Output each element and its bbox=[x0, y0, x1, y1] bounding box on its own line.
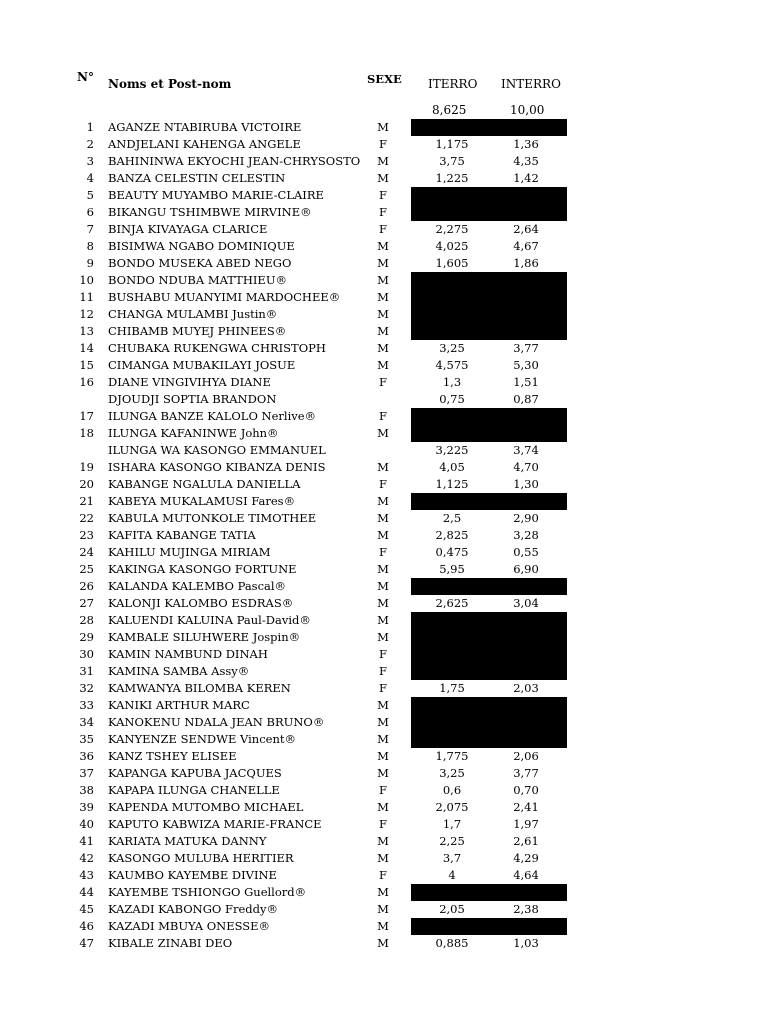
row-number: 13 bbox=[79, 324, 94, 338]
row-number: 22 bbox=[79, 511, 94, 525]
table-row bbox=[0, 459, 768, 476]
iterro-score: 0,885 bbox=[435, 936, 469, 950]
table-row bbox=[0, 748, 768, 765]
student-sexe: M bbox=[377, 613, 389, 627]
row-number: 46 bbox=[79, 919, 94, 933]
row-number: 45 bbox=[79, 902, 94, 916]
student-sexe: M bbox=[377, 885, 389, 899]
student-name: KAPAPA ILUNGA CHANELLE bbox=[108, 783, 280, 797]
interro-score: 4,29 bbox=[513, 851, 539, 865]
number-column-header: N° bbox=[77, 70, 94, 84]
row-number: 14 bbox=[79, 341, 94, 355]
student-sexe: F bbox=[379, 188, 387, 202]
row-number: 31 bbox=[79, 664, 94, 678]
student-sexe: M bbox=[377, 511, 389, 525]
student-sexe: M bbox=[377, 460, 389, 474]
row-number: 11 bbox=[79, 290, 94, 304]
interro-score: 3,74 bbox=[513, 443, 539, 457]
student-sexe: M bbox=[377, 749, 389, 763]
interro-score: 0,70 bbox=[513, 783, 539, 797]
student-sexe: M bbox=[377, 290, 389, 304]
row-number: 27 bbox=[79, 596, 94, 610]
student-name: KARIATA MATUKA DANNY bbox=[108, 834, 267, 848]
iterro-score: 0,475 bbox=[435, 545, 469, 559]
student-sexe: M bbox=[377, 732, 389, 746]
interro-score: 2,61 bbox=[513, 834, 539, 848]
row-number: 21 bbox=[79, 494, 94, 508]
student-name: KAZADI KABONGO Freddy® bbox=[108, 902, 279, 916]
student-name: KALANDA KALEMBO Pascal® bbox=[108, 579, 287, 593]
student-name: KANYENZE SENDWE Vincent® bbox=[108, 732, 296, 746]
row-number: 43 bbox=[79, 868, 94, 882]
table-row bbox=[0, 765, 768, 782]
row-number: 10 bbox=[79, 273, 94, 287]
table-row bbox=[0, 119, 768, 136]
student-sexe: M bbox=[377, 630, 389, 644]
student-sexe: F bbox=[379, 545, 387, 559]
interro-score: 2,06 bbox=[513, 749, 539, 763]
student-name: BONDO MUSEKA ABED NEGO bbox=[108, 256, 292, 270]
student-name: KAMWANYA BILOMBA KEREN bbox=[108, 681, 291, 695]
iterro-score: 1,3 bbox=[442, 375, 462, 389]
student-name: ISHARA KASONGO KIBANZA DENIS bbox=[108, 460, 326, 474]
student-sexe: M bbox=[377, 698, 389, 712]
interro-score: 2,90 bbox=[513, 511, 539, 525]
student-sexe: F bbox=[379, 647, 387, 661]
iterro-score: 2,625 bbox=[435, 596, 469, 610]
student-name: ILUNGA BANZE KALOLO Nerlive® bbox=[108, 409, 317, 423]
row-number: 33 bbox=[79, 698, 94, 712]
student-name: KAPENDA MUTOMBO MICHAEL bbox=[108, 800, 304, 814]
student-sexe: M bbox=[377, 358, 389, 372]
student-sexe: M bbox=[377, 324, 389, 338]
table-row bbox=[0, 901, 768, 918]
row-number: 38 bbox=[79, 783, 94, 797]
student-name: CHUBAKA RUKENGWA CHRISTOPH bbox=[108, 341, 326, 355]
iterro-score: 4,575 bbox=[435, 358, 469, 372]
table-row bbox=[0, 493, 768, 510]
row-number: 15 bbox=[79, 358, 94, 372]
interro-score: 1,03 bbox=[513, 936, 539, 950]
table-row bbox=[0, 527, 768, 544]
row-number: 36 bbox=[79, 749, 94, 763]
row-number: 30 bbox=[79, 647, 94, 661]
table-row bbox=[0, 323, 768, 340]
row-number: 18 bbox=[79, 426, 94, 440]
table-row bbox=[0, 663, 768, 680]
table-row bbox=[0, 918, 768, 935]
interro-score: 2,38 bbox=[513, 902, 539, 916]
student-name: KABEYA MUKALAMUSI Fares® bbox=[108, 494, 296, 508]
student-name: KAFITA KABANGE TATIA bbox=[108, 528, 256, 542]
student-sexe: M bbox=[377, 579, 389, 593]
row-number: 3 bbox=[86, 154, 94, 168]
table-row bbox=[0, 255, 768, 272]
row-number: 26 bbox=[79, 579, 94, 593]
row-number: 42 bbox=[79, 851, 94, 865]
table-row bbox=[0, 289, 768, 306]
iterro-score: 4,05 bbox=[439, 460, 465, 474]
student-sexe: F bbox=[379, 817, 387, 831]
table-row bbox=[0, 510, 768, 527]
interro-score: 1,42 bbox=[513, 171, 539, 185]
table-row bbox=[0, 170, 768, 187]
name-column-header: Noms et Post-nom bbox=[108, 77, 232, 91]
interro-score: 4,67 bbox=[513, 239, 539, 253]
student-name: BUSHABU MUANYIMI MARDOCHEE® bbox=[108, 290, 341, 304]
student-sexe: M bbox=[377, 562, 389, 576]
student-name: KAMBALE SILUHWERE Jospin® bbox=[108, 630, 301, 644]
iterro-score: 3,75 bbox=[439, 154, 465, 168]
student-sexe: F bbox=[379, 375, 387, 389]
student-sexe: M bbox=[377, 596, 389, 610]
interro-score: 2,41 bbox=[513, 800, 539, 814]
interro-score: 2,64 bbox=[513, 222, 539, 236]
student-name: BISIMWA NGABO DOMINIQUE bbox=[108, 239, 295, 253]
interro-score: 0,87 bbox=[513, 392, 539, 406]
iterro-score: 1,125 bbox=[435, 477, 469, 491]
table-row bbox=[0, 544, 768, 561]
interro-score: 0,55 bbox=[513, 545, 539, 559]
student-sexe: M bbox=[377, 120, 389, 134]
table-row bbox=[0, 272, 768, 289]
interro-score: 1,30 bbox=[513, 477, 539, 491]
row-number: 1 bbox=[86, 120, 94, 134]
table-row bbox=[0, 204, 768, 221]
table-row bbox=[0, 374, 768, 391]
student-name: DIANE VINGIVIHYA DIANE bbox=[108, 375, 271, 389]
table-row bbox=[0, 578, 768, 595]
interro-score: 3,28 bbox=[513, 528, 539, 542]
row-number: 5 bbox=[86, 188, 94, 202]
student-sexe: M bbox=[377, 936, 389, 950]
interro-score: 4,70 bbox=[513, 460, 539, 474]
student-name: BIKANGU TSHIMBWE MIRVINE® bbox=[108, 205, 312, 219]
table-row bbox=[0, 816, 768, 833]
iterro-score: 3,25 bbox=[439, 766, 465, 780]
student-sexe: M bbox=[377, 494, 389, 508]
table-row bbox=[0, 782, 768, 799]
row-number: 47 bbox=[79, 936, 94, 950]
iterro-score: 2,825 bbox=[435, 528, 469, 542]
student-sexe: M bbox=[377, 171, 389, 185]
row-number: 24 bbox=[79, 545, 94, 559]
row-number: 19 bbox=[79, 460, 94, 474]
interro-column-header: INTERRO bbox=[501, 77, 561, 91]
student-name: KAPANGA KAPUBA JACQUES bbox=[108, 766, 282, 780]
student-name: KALONJI KALOMBO ESDRAS® bbox=[108, 596, 294, 610]
row-number: 37 bbox=[79, 766, 94, 780]
student-name: KAMIN NAMBUND DINAH bbox=[108, 647, 268, 661]
table-row bbox=[0, 442, 768, 459]
student-name: KAMINA SAMBA Assy® bbox=[108, 664, 250, 678]
table-row bbox=[0, 153, 768, 170]
row-number: 29 bbox=[79, 630, 94, 644]
student-sexe: M bbox=[377, 307, 389, 321]
table-row bbox=[0, 629, 768, 646]
row-number: 25 bbox=[79, 562, 94, 576]
iterro-score: 2,275 bbox=[435, 222, 469, 236]
iterro-score: 3,25 bbox=[439, 341, 465, 355]
student-sexe: M bbox=[377, 800, 389, 814]
iterro-score: 3,225 bbox=[435, 443, 469, 457]
table-row bbox=[0, 221, 768, 238]
student-sexe: M bbox=[377, 715, 389, 729]
student-name: AGANZE NTABIRUBA VICTOIRE bbox=[108, 120, 302, 134]
iterro-score: 1,775 bbox=[435, 749, 469, 763]
student-sexe: M bbox=[377, 902, 389, 916]
table-row bbox=[0, 408, 768, 425]
table-row bbox=[0, 306, 768, 323]
row-number: 34 bbox=[79, 715, 94, 729]
student-name: CHIBAMB MUYEJ PHINEES® bbox=[108, 324, 287, 338]
row-number: 39 bbox=[79, 800, 94, 814]
row-number: 17 bbox=[79, 409, 94, 423]
student-sexe: F bbox=[379, 868, 387, 882]
student-sexe: F bbox=[379, 681, 387, 695]
table-row bbox=[0, 833, 768, 850]
row-number: 16 bbox=[79, 375, 94, 389]
table-row bbox=[0, 561, 768, 578]
iterro-score: 1,75 bbox=[439, 681, 465, 695]
student-sexe: F bbox=[379, 205, 387, 219]
table-row bbox=[0, 136, 768, 153]
table-row bbox=[0, 697, 768, 714]
student-sexe: F bbox=[379, 477, 387, 491]
student-name: KAZADI MBUYA ONESSE® bbox=[108, 919, 271, 933]
student-name: KANOKENU NDALA JEAN BRUNO® bbox=[108, 715, 325, 729]
interro-score: 4,35 bbox=[513, 154, 539, 168]
student-sexe: M bbox=[377, 919, 389, 933]
iterro-score: 2,25 bbox=[439, 834, 465, 848]
student-sexe: F bbox=[379, 137, 387, 151]
student-name: KAHILU MUJINGA MIRIAM bbox=[108, 545, 271, 559]
interro-score: 2,03 bbox=[513, 681, 539, 695]
student-name: CIMANGA MUBAKILAYI JOSUE bbox=[108, 358, 296, 372]
student-name: KAKINGA KASONGO FORTUNE bbox=[108, 562, 297, 576]
student-name: KIBALE ZINABI DEO bbox=[108, 936, 233, 950]
iterro-score: 1,225 bbox=[435, 171, 469, 185]
row-number: 12 bbox=[79, 307, 94, 321]
interro-score: 1,97 bbox=[513, 817, 539, 831]
student-name: BINJA KIVAYAGA CLARICE bbox=[108, 222, 268, 236]
student-name: KAYEMBE TSHIONGO Guellord® bbox=[108, 885, 307, 899]
table-row bbox=[0, 799, 768, 816]
iterro-score: 1,7 bbox=[442, 817, 462, 831]
student-sexe: M bbox=[377, 273, 389, 287]
student-sexe: M bbox=[377, 239, 389, 253]
student-sexe: M bbox=[377, 851, 389, 865]
student-name: ANDJELANI KAHENGA ANGELE bbox=[108, 137, 301, 151]
interro-score: 6,90 bbox=[513, 562, 539, 576]
student-sexe: F bbox=[379, 409, 387, 423]
row-number: 40 bbox=[79, 817, 94, 831]
table-row bbox=[0, 357, 768, 374]
student-sexe: M bbox=[377, 154, 389, 168]
student-name: KAPUTO KABWIZA MARIE-FRANCE bbox=[108, 817, 322, 831]
iterro-score: 2,05 bbox=[439, 902, 465, 916]
row-number: 44 bbox=[79, 885, 94, 899]
table-row bbox=[0, 476, 768, 493]
table-row bbox=[0, 646, 768, 663]
student-sexe: M bbox=[377, 766, 389, 780]
interro-score: 3,04 bbox=[513, 596, 539, 610]
table-row bbox=[0, 425, 768, 442]
interro-score: 3,77 bbox=[513, 341, 539, 355]
iterro-max-score: 8,625 bbox=[432, 103, 467, 117]
row-number: 32 bbox=[79, 681, 94, 695]
table-row bbox=[0, 595, 768, 612]
sexe-column-header: SEXE bbox=[367, 72, 402, 86]
row-number: 4 bbox=[86, 171, 94, 185]
interro-score: 3,77 bbox=[513, 766, 539, 780]
student-name: KALUENDI KALUINA Paul-David® bbox=[108, 613, 311, 627]
row-number: 9 bbox=[86, 256, 94, 270]
iterro-score: 1,605 bbox=[435, 256, 469, 270]
student-sexe: F bbox=[379, 222, 387, 236]
iterro-score: 1,175 bbox=[435, 137, 469, 151]
student-sexe: M bbox=[377, 528, 389, 542]
student-name: BEAUTY MUYAMBO MARIE-CLAIRE bbox=[108, 188, 324, 202]
row-number: 8 bbox=[86, 239, 94, 253]
student-sexe: M bbox=[377, 426, 389, 440]
row-number: 7 bbox=[86, 222, 94, 236]
iterro-score: 5,95 bbox=[439, 562, 465, 576]
iterro-score: 0,6 bbox=[442, 783, 462, 797]
student-name: BAHININWA EKYOCHI JEAN-CHRYSOSTO bbox=[108, 154, 361, 168]
table-row bbox=[0, 238, 768, 255]
iterro-score: 3,7 bbox=[442, 851, 462, 865]
iterro-score: 4,025 bbox=[435, 239, 469, 253]
student-name: KASONGO MULUBA HERITIER bbox=[108, 851, 294, 865]
student-name: KAUMBO KAYEMBE DIVINE bbox=[108, 868, 277, 882]
row-number: 20 bbox=[79, 477, 94, 491]
student-sexe: F bbox=[379, 783, 387, 797]
table-row bbox=[0, 340, 768, 357]
table-row bbox=[0, 187, 768, 204]
table-row bbox=[0, 935, 768, 952]
iterro-score: 2,075 bbox=[435, 800, 469, 814]
table-row bbox=[0, 884, 768, 901]
interro-score: 4,64 bbox=[513, 868, 539, 882]
student-name: KANIKI ARTHUR MARC bbox=[108, 698, 250, 712]
row-number: 35 bbox=[79, 732, 94, 746]
table-row bbox=[0, 612, 768, 629]
interro-max-score: 10,00 bbox=[510, 103, 545, 117]
student-name: KANZ TSHEY ELISEE bbox=[108, 749, 237, 763]
table-row bbox=[0, 391, 768, 408]
student-name: DJOUDJI SOPTIA BRANDON bbox=[108, 392, 277, 406]
student-name: ILUNGA KAFANINWE John® bbox=[108, 426, 279, 440]
iterro-score: 4 bbox=[448, 868, 456, 882]
table-row bbox=[0, 731, 768, 748]
table-row bbox=[0, 850, 768, 867]
table-row bbox=[0, 680, 768, 697]
student-name: KABULA MUTONKOLE TIMOTHEE bbox=[108, 511, 317, 525]
interro-score: 5,30 bbox=[513, 358, 539, 372]
interro-score: 1,36 bbox=[513, 137, 539, 151]
row-number: 41 bbox=[79, 834, 94, 848]
interro-score: 1,86 bbox=[513, 256, 539, 270]
iterro-column-header: ITERRO bbox=[428, 77, 478, 91]
student-sexe: M bbox=[377, 341, 389, 355]
student-name: KABANGE NGALULA DANIELLA bbox=[108, 477, 301, 491]
student-sexe: M bbox=[377, 256, 389, 270]
row-number: 28 bbox=[79, 613, 94, 627]
row-number: 23 bbox=[79, 528, 94, 542]
table-row bbox=[0, 714, 768, 731]
student-sexe: M bbox=[377, 834, 389, 848]
student-name: ILUNGA WA KASONGO EMMANUEL bbox=[108, 443, 326, 457]
student-name: BANZA CELESTIN CELESTIN bbox=[108, 171, 286, 185]
student-sexe: F bbox=[379, 664, 387, 678]
student-name: CHANGA MULAMBI Justin® bbox=[108, 307, 278, 321]
row-number: 6 bbox=[86, 205, 94, 219]
row-number: 2 bbox=[86, 137, 94, 151]
student-name: BONDO NDUBA MATTHIEU® bbox=[108, 273, 288, 287]
table-row bbox=[0, 867, 768, 884]
interro-score: 1,51 bbox=[513, 375, 539, 389]
iterro-score: 0,75 bbox=[439, 392, 465, 406]
iterro-score: 2,5 bbox=[442, 511, 462, 525]
